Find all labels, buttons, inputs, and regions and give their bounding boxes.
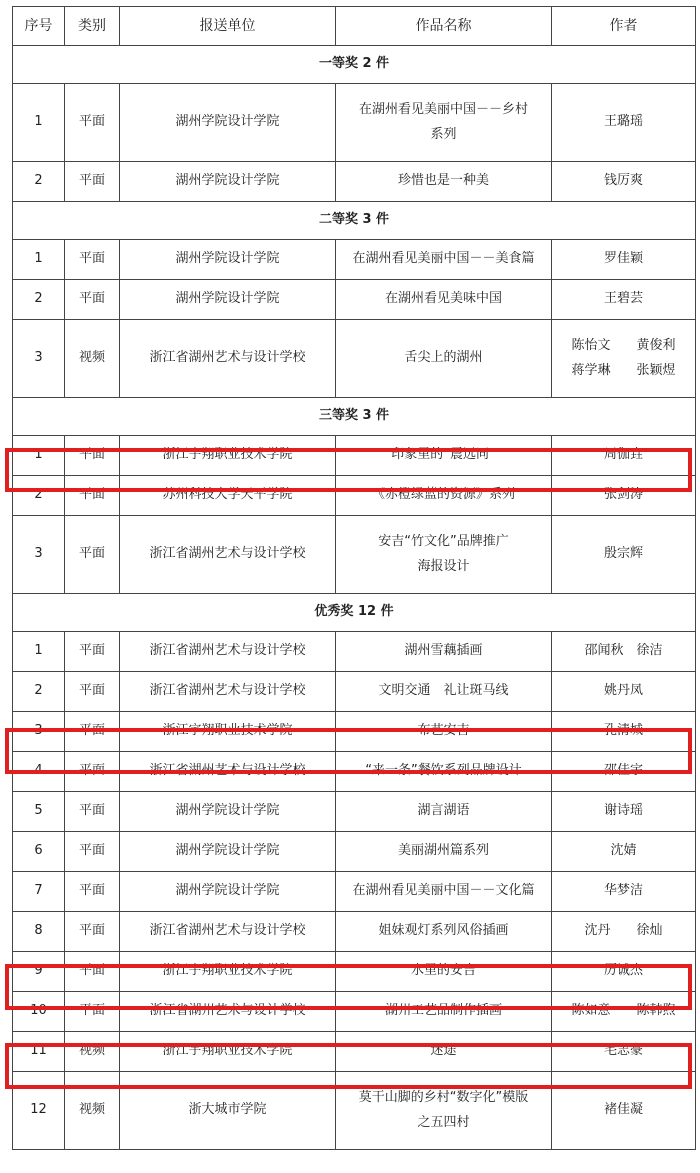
author-line: 谢诗瑶: [603, 803, 643, 819]
cell-unit: 浙江省湖州艺术与设计学校: [120, 912, 336, 952]
cell-work: [336, 280, 552, 320]
header-work: 作品名称: [336, 7, 552, 46]
cell-author: [552, 952, 696, 992]
cell-no: 12: [13, 1072, 65, 1150]
table-row: [13, 162, 696, 202]
work-line: 水里的安吉: [410, 963, 476, 979]
author-line: 沈丹 徐灿: [584, 923, 663, 939]
cell-no: 7: [13, 872, 65, 912]
work-line: 湖言湖语: [417, 803, 470, 819]
work-line: 海报设计: [417, 558, 470, 574]
cell-author: [552, 476, 696, 516]
group-row: [13, 594, 696, 632]
cell-no: 3: [13, 320, 65, 398]
cell-no: 4: [13, 752, 65, 792]
cell-unit: 浙江省湖州艺术与设计学校: [120, 320, 336, 398]
author-line: 姚丹凤: [603, 683, 643, 699]
cell-author: [552, 992, 696, 1032]
cell-category: 平面: [65, 672, 120, 712]
cell-unit: 浙江省湖州艺术与设计学校: [120, 672, 336, 712]
cell-author: [552, 84, 696, 162]
cell-unit: 浙江省湖州艺术与设计学校: [120, 752, 336, 792]
author-line: 蒋学琳 张颖煜: [571, 362, 676, 378]
cell-category: 平面: [65, 240, 120, 280]
work-line: 在湖州看见美味中国: [384, 291, 502, 307]
cell-category: 平面: [65, 872, 120, 912]
cell-author: [552, 832, 696, 872]
cell-unit: 浙江省湖州艺术与设计学校: [120, 632, 336, 672]
cell-work: [336, 84, 552, 162]
cell-unit: 湖州学院设计学院: [120, 162, 336, 202]
table-row: [13, 84, 696, 162]
table-row: [13, 476, 696, 516]
cell-author: [552, 320, 696, 398]
cell-unit: 湖州学院设计学院: [120, 832, 336, 872]
cell-unit: 浙江宇翔职业技术学院: [120, 1032, 336, 1072]
work-line: 安吉“竹文化”品牌推广: [378, 533, 509, 549]
cell-unit: 浙江宇翔职业技术学院: [120, 952, 336, 992]
cell-author: [552, 516, 696, 594]
author-line: 华梦洁: [603, 883, 643, 899]
table-row: [13, 516, 696, 594]
cell-work: [336, 240, 552, 280]
table-row: [13, 672, 696, 712]
table-row: [13, 632, 696, 672]
cell-no: 1: [13, 240, 65, 280]
cell-category: 视频: [65, 320, 120, 398]
work-line: 在湖州看见美丽中国－－乡村: [358, 101, 528, 117]
cell-unit: 湖州学院设计学院: [120, 792, 336, 832]
cell-work: [336, 1072, 552, 1150]
cell-category: 平面: [65, 84, 120, 162]
cell-work: [336, 476, 552, 516]
header-row: [13, 7, 696, 46]
author-line: 孔清城: [603, 723, 643, 739]
group-title: 二等奖 3 件: [13, 202, 696, 240]
cell-no: 2: [13, 476, 65, 516]
author-line: 毛志豪: [603, 1043, 643, 1059]
cell-no: 2: [13, 162, 65, 202]
cell-work: [336, 992, 552, 1032]
cell-no: 2: [13, 280, 65, 320]
cell-work: [336, 912, 552, 952]
work-line: 系列: [430, 126, 457, 142]
cell-category: 平面: [65, 792, 120, 832]
cell-no: 10: [13, 992, 65, 1032]
cell-category: 视频: [65, 1072, 120, 1150]
work-line: 湖州雪藕插画: [404, 643, 483, 659]
cell-author: [552, 872, 696, 912]
cell-unit: 浙江宇翔职业技术学院: [120, 436, 336, 476]
cell-unit: 浙大城市学院: [120, 1072, 336, 1150]
cell-unit: 湖州学院设计学院: [120, 872, 336, 912]
group-row: [13, 398, 696, 436]
work-line: 莫干山脚的乡村“数字化”模版: [358, 1089, 529, 1105]
group-title: 三等奖 3 件: [13, 398, 696, 436]
cell-unit: 浙江宇翔职业技术学院: [120, 712, 336, 752]
cell-work: [336, 792, 552, 832]
cell-unit: 浙江省湖州艺术与设计学校: [120, 992, 336, 1032]
cell-author: [552, 792, 696, 832]
cell-work: [336, 516, 552, 594]
cell-category: 平面: [65, 832, 120, 872]
table-row: [13, 320, 696, 398]
cell-unit: 湖州学院设计学院: [120, 280, 336, 320]
work-line: 姐妹观灯系列风俗插画: [378, 923, 509, 939]
cell-category: 平面: [65, 476, 120, 516]
author-line: 殷宗辉: [603, 546, 643, 562]
table-row: [13, 952, 696, 992]
author-line: 褚佳凝: [603, 1102, 643, 1118]
table-row: [13, 752, 696, 792]
work-line: 舌尖上的湖州: [404, 350, 483, 366]
cell-unit: 湖州学院设计学院: [120, 240, 336, 280]
cell-author: [552, 436, 696, 476]
author-line: 邵闻秋 徐洁: [584, 643, 663, 659]
author-line: 张剑涛: [603, 487, 643, 503]
cell-no: 1: [13, 84, 65, 162]
cell-author: [552, 162, 696, 202]
author-line: 王璐瑶: [603, 114, 643, 130]
table-body: [13, 46, 696, 1150]
author-line: 周伽垚: [603, 447, 643, 463]
cell-no: 5: [13, 792, 65, 832]
header-category: 类别: [65, 7, 120, 46]
work-line: 印象里的“震远同”: [391, 447, 496, 463]
table-row: [13, 436, 696, 476]
cell-work: [336, 952, 552, 992]
work-line: 珍惜也是一种美: [397, 173, 489, 189]
cell-author: [552, 1032, 696, 1072]
table-row: [13, 832, 696, 872]
table-row: [13, 712, 696, 752]
group-title: 优秀奖 12 件: [13, 594, 696, 632]
cell-work: [336, 632, 552, 672]
cell-category: 视频: [65, 1032, 120, 1072]
cell-author: [552, 672, 696, 712]
cell-no: 6: [13, 832, 65, 872]
cell-category: 平面: [65, 280, 120, 320]
author-line: 王碧芸: [603, 291, 643, 307]
cell-work: [336, 752, 552, 792]
cell-work: [336, 1032, 552, 1072]
cell-category: 平面: [65, 162, 120, 202]
cell-work: [336, 672, 552, 712]
table-row: [13, 792, 696, 832]
author-line: 陈如意 陈韩煦: [571, 1003, 676, 1019]
cell-author: [552, 1072, 696, 1150]
cell-category: 平面: [65, 752, 120, 792]
work-line: 文明交通 礼让斑马线: [378, 683, 509, 699]
cell-category: 平面: [65, 632, 120, 672]
cell-category: 平面: [65, 952, 120, 992]
author-line: 陈怡文 黄俊利: [571, 337, 676, 353]
author-line: 厉诚杰: [603, 963, 643, 979]
cell-no: 11: [13, 1032, 65, 1072]
cell-category: 平面: [65, 712, 120, 752]
author-line: 钱厉爽: [603, 173, 643, 189]
cell-author: [552, 712, 696, 752]
author-line: 沈婧: [610, 843, 637, 859]
cell-category: 平面: [65, 912, 120, 952]
cell-category: 平面: [65, 992, 120, 1032]
cell-no: 9: [13, 952, 65, 992]
header-no: 序号: [13, 7, 65, 46]
work-line: 迷途: [430, 1043, 457, 1059]
cell-author: [552, 240, 696, 280]
work-line: 湖州工艺品制作插画: [384, 1003, 502, 1019]
cell-work: [336, 872, 552, 912]
cell-no: 8: [13, 912, 65, 952]
cell-category: 平面: [65, 436, 120, 476]
work-line: 之五四村: [417, 1114, 470, 1130]
work-line: 《赤橙绿蓝的资源》系列: [371, 487, 515, 503]
cell-work: [336, 712, 552, 752]
cell-work: [336, 162, 552, 202]
cell-category: 平面: [65, 516, 120, 594]
table-row: [13, 240, 696, 280]
table-row: [13, 280, 696, 320]
award-table: [12, 6, 696, 1150]
cell-no: 3: [13, 516, 65, 594]
group-row: [13, 202, 696, 240]
author-line: 罗佳颖: [603, 251, 643, 267]
cell-work: [336, 832, 552, 872]
group-title: 一等奖 2 件: [13, 46, 696, 84]
cell-unit: 苏州科技大学天平学院: [120, 476, 336, 516]
cell-no: 1: [13, 632, 65, 672]
cell-no: 2: [13, 672, 65, 712]
work-line: 布艺安吉: [417, 723, 470, 739]
cell-no: 3: [13, 712, 65, 752]
group-row: [13, 46, 696, 84]
cell-author: [552, 752, 696, 792]
cell-work: [336, 436, 552, 476]
table-row: [13, 992, 696, 1032]
cell-unit: 浙江省湖州艺术与设计学校: [120, 516, 336, 594]
cell-work: [336, 320, 552, 398]
work-line: 在湖州看见美丽中国－－美食篇: [352, 251, 535, 267]
work-line: 美丽湖州篇系列: [397, 843, 489, 859]
table-row: [13, 912, 696, 952]
header-unit: 报送单位: [120, 7, 336, 46]
table-row: [13, 1032, 696, 1072]
table-row: [13, 872, 696, 912]
cell-unit: 湖州学院设计学院: [120, 84, 336, 162]
cell-no: 1: [13, 436, 65, 476]
author-line: 邵佳宇: [603, 763, 643, 779]
cell-author: [552, 912, 696, 952]
cell-author: [552, 280, 696, 320]
work-line: 在湖州看见美丽中国－－文化篇: [352, 883, 535, 899]
header-author: 作者: [552, 7, 696, 46]
table-row: [13, 1072, 696, 1150]
cell-author: [552, 632, 696, 672]
work-line: “来一条”餐饮系列品牌设计: [365, 763, 522, 779]
